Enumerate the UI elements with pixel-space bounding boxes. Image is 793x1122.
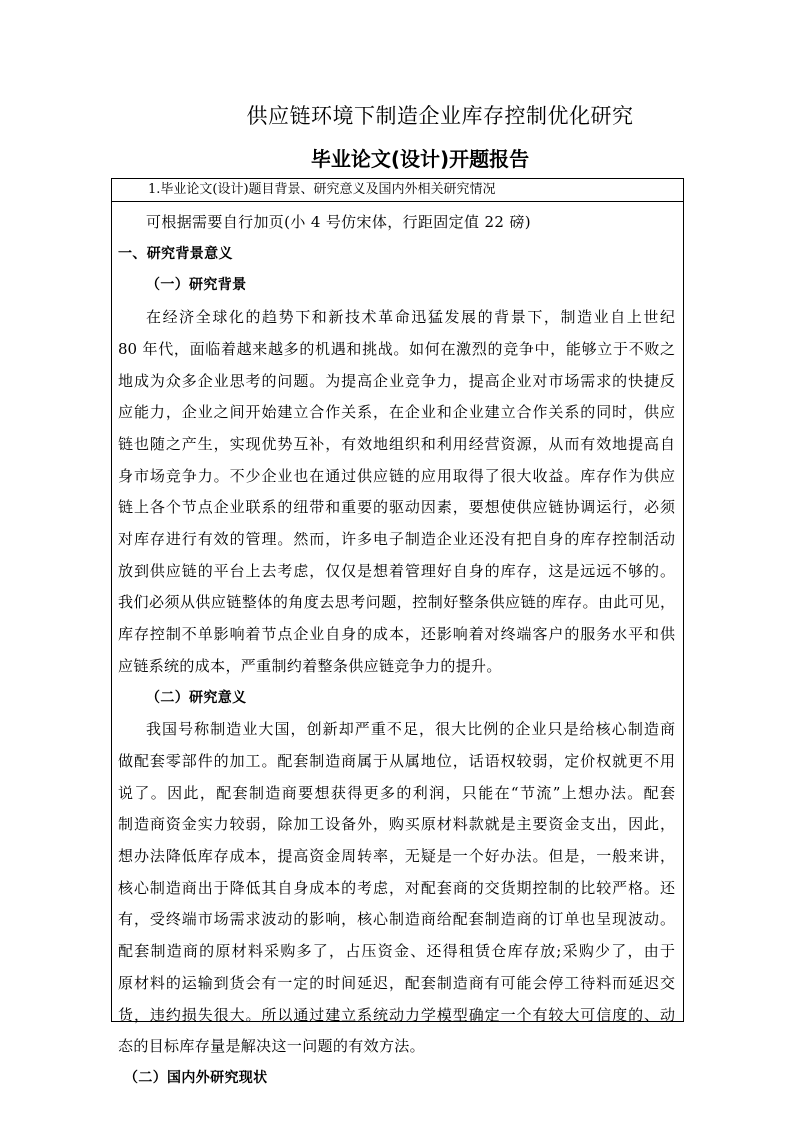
background-paragraph: [112, 302, 683, 682]
paragraph-line: 库存控制不单影响着节点企业自身的成本，还影响着对终端客户的服务水平和供: [118, 625, 675, 644]
paragraph-line: 应链系统的成本，严重制约着整条供应链竞争力的提升。: [118, 656, 502, 675]
paragraph-line: 想办法降低库存成本，提高资金周转率，无疑是一个好办法。但是，一般来讲，: [118, 847, 675, 866]
paragraph-line: 链上各个节点企业联系的纽带和重要的驱动因素，要想使供应链协调运行，必须: [118, 498, 675, 517]
paragraph-line: 80 年代，面临着越来越多的机遇和挑战。如何在激烈的竞争中，能够立于不败之: [118, 339, 675, 358]
subsection-background-heading: （一）研究背景: [146, 277, 247, 294]
report-table: [111, 178, 684, 1086]
paragraph-line: 放到供应链的平台上去考虑，仅仅是想着管理好自身的库存，这是远远不够的。: [118, 561, 675, 580]
document-title: 供应链环境下制造企业库存控制优化研究: [246, 104, 634, 128]
section-1-heading: 一、研究背景意义: [118, 245, 233, 262]
paragraph-line: 我国号称制造业大国，创新却严重不足，很大比例的企业只是给核心制造商: [146, 720, 675, 739]
paragraph-line: 态的目标库存量是解决这一问题的有效方法。: [118, 1037, 426, 1056]
paragraph-line: 做配套零部件的加工。配套制造商属于从属地位，话语权较弱，定价权就更不用: [118, 751, 675, 770]
paragraph-line: 链也随之产生，实现优势互补，有效地组织和利用经营资源，从而有效地提高自: [118, 434, 675, 453]
significance-paragraph: [112, 714, 683, 1063]
paragraph-line: 应能力，企业之间开始建立合作关系，在企业和企业建立合作关系的同时，供应: [118, 403, 675, 422]
document-subtitle: 毕业论文(设计)开题报告: [310, 147, 530, 171]
table-section-header: 1.毕业论文(设计)题目背景、研究意义及国内外相关研究情况: [112, 179, 683, 202]
paragraph-line: 身市场竞争力。不少企业也在通过供应链的应用取得了很大收益。库存作为供应: [118, 466, 675, 485]
subsection-significance-heading: （二）研究意义: [146, 689, 247, 706]
paragraph-line: 我们必须从供应链整体的角度去思考问题，控制好整条供应链的库存。由此可见，: [118, 593, 675, 612]
paragraph-line: 原材料的运输到货会有一定的时间延迟，配套制造商有可能会停工待料而延迟交: [118, 973, 675, 992]
paragraph-line: 说了。因此，配套制造商要想获得更多的利润，只能在“节流”上想办法。配套: [118, 783, 675, 802]
paragraph-line: 在经济全球化的趋势下和新技术革命迅猛发展的背景下，制造业自上世纪: [146, 308, 675, 327]
paragraph-line: 有，受终端市场需求波动的影响，核心制造商给配套制造商的订单也呈现波动。: [118, 910, 675, 929]
formatting-note: 可根据需要自行加页(小 4 号仿宋体，行距固定值 22 磅): [146, 213, 531, 231]
paragraph-line: 对库存进行有效的管理。然而，许多电子制造企业还没有把自身的库存控制活动: [118, 530, 675, 549]
paragraph-line: 配套制造商的原材料采购多了，占压资金、还得租赁仓库存放;采购少了，由于: [118, 942, 675, 961]
paragraph-line: 核心制造商出于降低其自身成本的考虑，对配套商的交货期控制的比较严格。还: [118, 878, 675, 897]
paragraph-line: 货，违约损失很大。所以通过建立系统动力学模型确定一个有较大可信度的、动: [118, 1005, 675, 1024]
paragraph-line: 地成为众多企业思考的问题。为提高企业竞争力，提高企业对市场需求的快捷反: [118, 371, 675, 390]
subsection-research-status-heading: （二）国内外研究现状: [124, 1069, 268, 1086]
paragraph-line: 制造商资金实力较弱，除加工设备外，购买原材料款就是主要资金支出，因此，: [118, 815, 675, 834]
table-body: [112, 207, 683, 1095]
